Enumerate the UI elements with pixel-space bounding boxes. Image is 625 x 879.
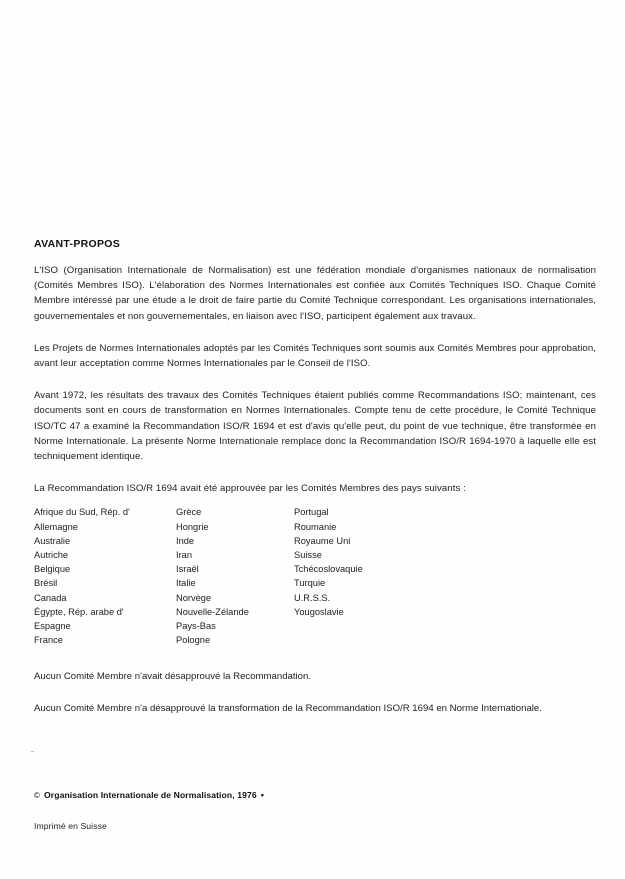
country-cell: Italie [176,578,196,589]
table-row [34,534,434,548]
approval-intro: La Recommandation ISO/R 1694 avait été approuvée par les Comités Membres des pays suivants : [34,483,466,495]
country-cell: Yougoslavie [294,606,344,617]
country-cell: Nouvelle-Zélande [176,606,249,617]
country-cell: Grèce [176,507,202,518]
table-row [34,576,434,590]
copyright-line [34,790,596,800]
country-cell: Royaume Uni [294,535,351,546]
country-cell: Australie [34,535,71,546]
approving-countries-table [34,505,434,647]
country-cell: Iran [176,550,193,561]
copyright-icon: © [34,790,40,800]
table-row [34,605,434,619]
country-cell: Brésil [34,578,58,589]
country-cell: Afrique du Sud, Rép. d' [34,507,130,518]
country-cell [294,619,434,633]
country-cell: Roumanie [294,521,337,532]
country-cell: Portugal [294,507,329,518]
country-cell: U.R.S.S. [294,592,331,603]
printed-in-text: Imprimé en Suisse [34,821,107,831]
table-row [34,619,434,633]
country-cell: Canada [34,592,67,603]
page-footer [34,790,596,831]
country-cell: Norvège [176,592,212,603]
document-body [34,238,596,716]
country-cell: Autriche [34,550,69,561]
paragraph-2: Les Projets de Normes Internationales adoptés par les Comités Techniques sont soumis aux Comités Membres pour approbation, avant leur acceptation comme Normes Internationales par le Conseil de l'ISO. [34,342,596,370]
country-cell: Espagne [34,621,71,632]
table-row [34,591,434,605]
page-margin-tick [31,751,34,752]
paragraph-3: Avant 1972, les résultats des travaux des Comités Techniques étaient publiés comme Recommandations ISO; maintenant, ces documents sont en cours de transformation en Normes Internationales. Compte tenu de cette procédure, le Comité Technique ISO/TC 47 a examiné la Recommandation ISO/R 1694 et est d'avis qu'elle peut, du point de vue technique, être transformée en Norme Internationale. La présente Norme Internationale remplace donc la Recommandation ISO/R 1694-1970 à laquelle elle est techniquement identique. [34,390,596,463]
table-row [34,633,434,647]
paragraph-1: L'ISO (Organisation Internationale de Normalisation) est une fédération mondiale d'organismes nationaux de normalisation (Comités Membres ISO). L'élaboration des Normes Internationales est confiée aux Comités Techniques ISO. Chaque Comité Membre intéressé par une étude a le droit de faire partie du Comité Technique correspondant. Les organisations internationales, gouvernementales et non gouvernementales, en liaison avec l'ISO, participent également aux travaux. [34,265,596,322]
closing-paragraph-2: Aucun Comité Membre n'a désapprouvé la transformation de la Recommandation ISO/R 1694 en Norme Internationale. [34,702,542,714]
country-cell: Allemagne [34,521,78,532]
copyright-text: Organisation Internationale de Normalisation, 1976 [44,790,257,800]
table-row [34,505,434,519]
country-cell [294,633,434,647]
country-cell: Turquie [294,578,326,589]
country-cell: Pologne [176,635,211,646]
country-cell: Tchécoslovaquie [294,564,363,575]
country-cell: Belgique [34,564,71,575]
table-row [34,562,434,576]
table-row [34,548,434,562]
page-title: AVANT-PROPOS [34,238,121,250]
country-cell: Inde [176,535,195,546]
closing-paragraph-1: Aucun Comité Membre n'avait désapprouvé la Recommandation. [34,671,311,683]
country-cell: Égypte, Rép. arabe d' [34,606,124,617]
country-cell: Pays-Bas [176,621,216,632]
country-cell: Suisse [294,550,322,561]
country-cell: Hongrie [176,521,209,532]
bullet-icon: • [260,790,265,800]
country-cell: Israël [176,564,199,575]
country-cell: France [34,635,63,646]
table-row [34,520,434,534]
